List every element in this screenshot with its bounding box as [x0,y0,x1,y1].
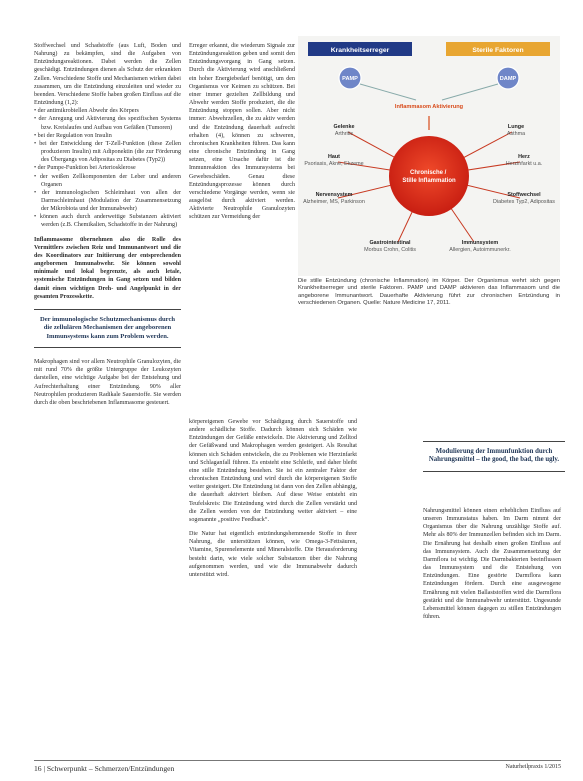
bullet-item: • der Anregung und Aktivierung des spezifischen Systems bzw. Kreislaufes und Aufbau von Gefäßen (Tumoren) [34,116,181,131]
bullet-item: • bei der Regulation von Insulin [34,132,112,139]
header-sterile-label: Sterile Faktoren [472,47,524,54]
organ-label: Stoffwechsel [507,192,541,198]
center-label: Chronische / Stille Inflammation [402,170,456,184]
organ-label: Herz [518,154,530,160]
bullet-item: • können auch durch anderweitige Substanzen aktiviert werden (z.B. Chemikalien, Schadstoffe in der Nahrung) [34,214,181,229]
organ-sub: Diabetes Typ2, Adipositas [493,199,555,205]
col3-paragraph: Nahrungsmittel können einen erheblichen Einfluss auf unseren Immunstatus haben. Im Darm nimmt der Organismus über die Nahrung unzählige Stoffe auf. Mehr als 80% der Immunzellen befinden sich im Darm. Die Ernährung hat deshalb einen großen Einfluss auf das Immunsystem. Auch die Zusammensetzung der Darmflora ist wichtig. Die Darmbakterien beeinflussen das Immunsystem und die Entstehung von Entzündungen. Eine gestörte Darmflora kann Entzündungen fördern. Durch eine ausgewogene Ernährung mit vielen Ballaststoffen wird die Darmflora gestärkt und die Immunabwehr unterstützt. Ungesunde Lebensmittel können dagegen zu stillen Entzündungen führen. [423,508,561,621]
central-inflammation-node [389,136,469,216]
organ-label: Gelenke [333,124,355,130]
section-heading-box: Modulierung der Immunfunktion durch Nahrungsmittel – the good, the bad, the ugly. [423,441,565,472]
col1-bold-paragraph: Inflammasome übernehmen also die Rolle des Vermittlers zwischen Reiz und Immunantwort und die des Koordinators zur Initiierung der entsprechenden angeborenen Immunabwehr. Sie können sowohl minimale und lokal begrenzte, als auch letale, systemische Entzündungen in Gang setzen und bilden damit einen wichtigen Dreh- und Angelpunkt in der gesamten Prozesskette. [34,236,181,300]
organ-sub: Alzheimer, MS, Parkinson [303,199,365,205]
inflammation-diagram [298,36,560,276]
bullet-item: • der Pumpe-Funktion bei Arteriosklerose [34,165,136,172]
text-column-2-wide [189,418,357,579]
organ-sub: Arthritis [334,131,354,137]
pamp-label: PAMP [342,76,358,82]
organ-label: Haut [328,154,340,160]
organ-label: Nervensystem [315,192,353,198]
organ-label: Immunsystem [461,240,499,246]
col1-intro: Stoffwechsel und Schadstoffe (aus Luft, Boden und Nahrung) zu bekämpfen, sind die Aufgaben von Entzündungsreaktionen. Dabei werden die Zellen geschädigt. Entzündungen dienen als Schutz der erkrankten Zellen. Verschiedene Stoffe und Mechanismen wirken dabei zusammen, um die Entzündung einzuleiten und wieder zu beenden. Verschiedene Stoffe haben großen Einfluss auf die Entzündung (1,2): [34,43,181,107]
organ-sub: Psoriasis, Akne, Ekzeme [304,161,364,167]
col1-paragraph-3: Makrophagen sind vor allem Neutrophile Granulozyten, die mit rund 70% die größte Untergruppe der Leukozyten darstellen, eine wichtige Aufgabe bei der Entstehung und Aufrechterhaltung einer Entzündung. 90% aller Neutrophilen produzieren Radikale Sauerstoffe. Sie werden durch die oben beschriebenen Inflammasome gesteuert. [34,359,181,406]
text-column-1 [34,42,181,407]
bullet-list [34,107,181,229]
organ-label: Gastrointestinal [369,240,411,246]
col2-continuation: körpereigenen Gewebe vor Schädigung durch Sauerstoffe und andere schädliche Stoffe. Dadurch können sich Schäden wie Entzündungen der Gefäße entwickeln. Die Aktivierung und Zelltod der Gefäßwand und Makrophagen werden gesteigert. Als Resultat können sich Schäden entwickeln, die zu Problemen wie Herzinfarkt und Schlaganfall führen. Es entsteht eine Schleife, und daher bleibt eine stille Entzündung bestehen. Sie ist ein zentraler Faktor der chronischen Entzündung und wird durch die körpereigenen Stoffe weiter gesteigert. Die Entzündung ist dann von den Zellen abhängig, die dauerhaft aktiviert bleiben. Auf diese Weise entsteht ein Teufelskreis: Die Entzündung wird durch die Zellen verstärkt und die Zellen werden von der Entzündung weiter aktiviert – eine sogenannte „positive Feedback“. [189,419,357,523]
text-column-3 [423,507,561,621]
organ-label: Lunge [507,124,525,130]
footer-publication: Naturheilpraxis 1/2015 [505,764,561,770]
header-pathogen-label: Krankheitserreger [330,47,390,54]
organ-sub: Asthma [506,131,526,137]
page-footer [34,760,561,773]
col2-paragraph: Erreger erkannt, die wiederum Signale zur Entzündungsreaktion geben und somit den Entzündungsvorgang in Gang setzen. Durch die Aktivierung wird anschließend ein hoher Energiebedarf benötigt, um den Organismus vor Keimen zu schützen. Bei einer immer gezielten Zellbildung und Abwehr werden Stoffe produziert, die die Entzündung stoppen sollen. Aber nicht immer: Abwehrzellen, die zu aktiv werden und die Entzündung dauerhaft aufrecht erhalten (4), können zu schweren, chronischen Krankheiten führen. Das kann eine chronische Entzündung in Gang setzen, eine Ursache dafür ist die Immunreaktion des Immunsystems bei Gewebeschäden. Genau diese Entzündungsprozesse können durch verschiedene Vorgänge werden, wenn sie ausgelöst durch aktiviert werden. Aktivierte Neutrophile Granulozyten schützen zur Vermeidung der [189,43,295,221]
organ-sub: Allergien, Autoimmunerkr. [449,247,511,253]
organ-sub: Morbus Crohn, Colitis [364,247,416,253]
highlight-box-1: Der immunologische Schutzmechanismus durch die zellulären Mechanismen der angeborenen Immunsystems kann zum Problem werden. [34,309,181,348]
bullet-item: • der weißen Zellkomponenten der Leber und anderen Organen [34,173,181,188]
organ-sub: Herzinfarkt u.a. [505,161,543,167]
bullet-item: • bei der Entwicklung der T-Zell-Funktion (diese Zellen produzieren Insulin) mit Adiponektin (die zur Förderung des Übergangs von Adipositas zu Diabetes (Typ2)) [34,140,181,164]
damp-label: DAMP [499,76,517,82]
activation-label: Inflammasom Aktivierung [394,104,464,110]
figure-caption: Die stille Entzündung (chronische Inflammation) im Körper. Der Organismus wehrt sich gegen Krankheitserreger und sterile Faktoren. PAMP und DAMP aktivieren das Inflammasom und die angeborene Immunantwort. Dauerhafte Aktivierung führt zur chronischen Entzündung in verschiedenen Organen. Quelle: Nature Medicine 17, 2011. [298,278,560,307]
col2-paragraph-2: Die Natur hat eigentlich entzündungshemmende Stoffe in ihrer Nahrung, die unterstützen können, wie Omega-3-Fettsäuren, Vitamine, Spurenelemente und Mineralstoffe. Die Herausforderung besteht darin, wie viele solcher Substanzen über die Nahrung aufgenommen werden, und wie die Immunabwehr dadurch unterstützt wird. [189,531,357,578]
bullet-item: • der antimikrobiellen Abwehr des Körpers [34,108,139,115]
text-column-2 [189,42,295,221]
footer-section: 16 | Schwerpunkt – Schmerzen/Entzündungen [34,764,175,773]
bullet-item: • der immunologischen Schleimhaut von allen der Darmschleimhaut (Modulation der Zusammensetzung der Mikrobiota und der Immunabwehr) [34,189,181,213]
